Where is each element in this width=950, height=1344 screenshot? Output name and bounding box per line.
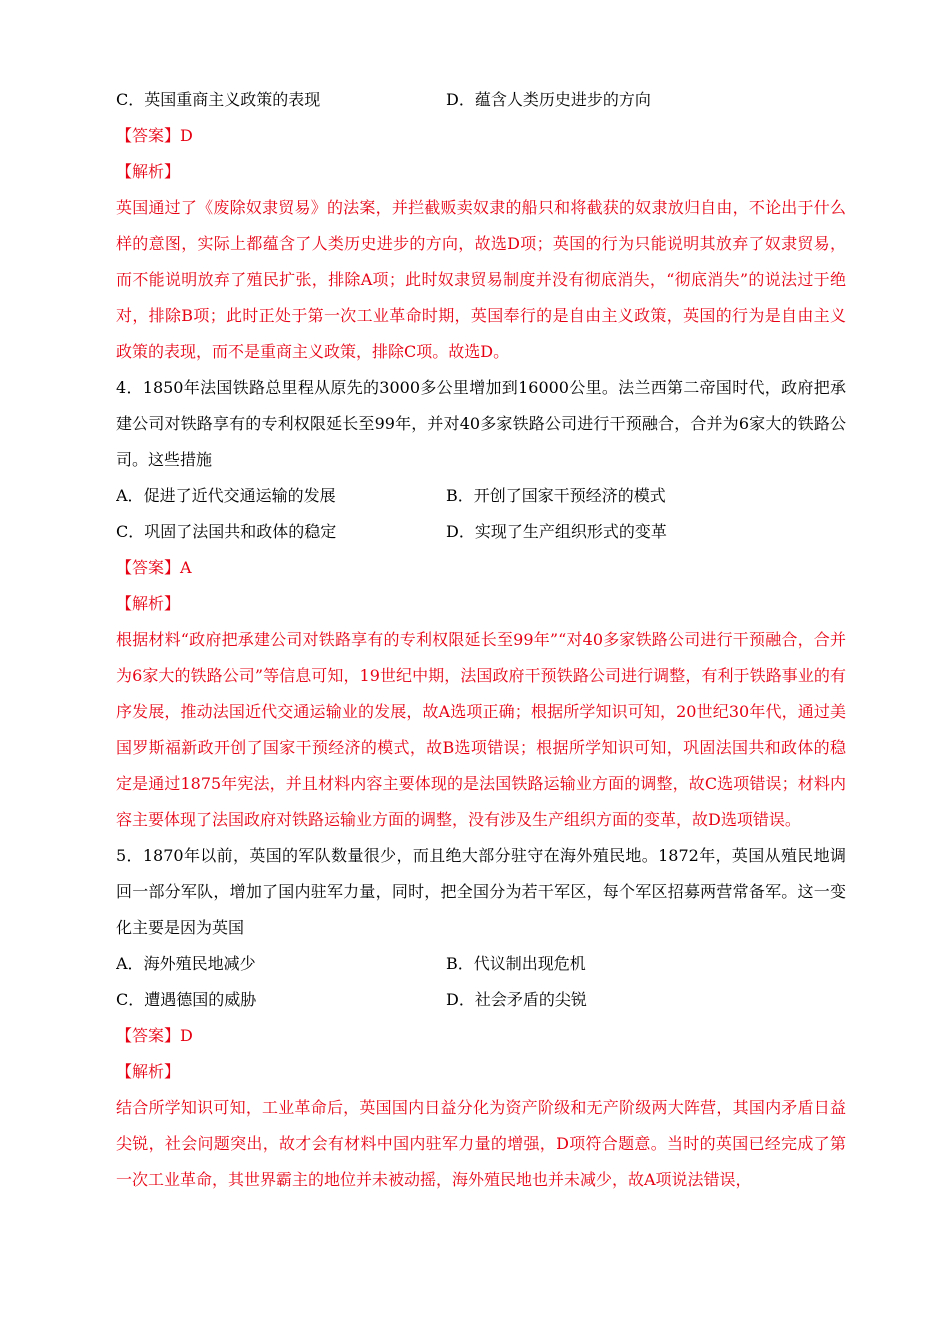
q3-analysis-text: 英国通过了《废除奴隶贸易》的法案，并拦截贩卖奴隶的船只和将截获的奴隶放归自由，不论出于什么样的意图，实际上都蕴含了人类历史进步的方向，故选D项；英国的行为只能说明其放弃了奴隶贸易，而不能说明放弃了殖民扩张，排除A项；此时奴隶贸易制度并没有彻底消失，“彻底消失”的说法过于绝对，排除B项；此时正处于第一次工业革命时期，英国奉行的是自由主义政策，英国的行为是自由主义政策的表现，而不是重商主义政策，排除C项。故选D。 bbox=[116, 198, 846, 361]
document-page bbox=[116, 82, 846, 1198]
q4-options-row-ab bbox=[116, 478, 846, 514]
q4-analysis-text: 根据材料“政府把承建公司对铁路享有的专利权限延长至99年”“对40多家铁路公司进行干预融合，合并为6家大的铁路公司”等信息可知，19世纪中期，法国政府干预铁路公司进行调整，有利于铁路事业的有序发展，推动法国近代交通运输业的发展，故A选项正确；根据所学知识可知，20世纪30年代，通过美国罗斯福新政开创了国家干预经济的模式，故B选项错误；根据所学知识可知，巩固法国共和政体的稳定是通过1875年宪法，并且材料内容主要体现的是法国铁路运输业方面的调整，故C选项错误；材料内容主要体现了法国政府对铁路运输业方面的调整，没有涉及生产组织方面的变革，故D选项错误。 bbox=[116, 630, 846, 829]
q3-options-row-cd bbox=[116, 82, 846, 118]
q3-option-d: D．蕴含人类历史进步的方向 bbox=[446, 90, 651, 109]
q5-option-a: A．海外殖民地减少 bbox=[116, 954, 256, 973]
q4-answer: 【答案】A bbox=[116, 558, 192, 577]
q5-option-b: B．代议制出现危机 bbox=[446, 954, 586, 973]
q3-option-c: C．英国重商主义政策的表现 bbox=[116, 90, 321, 109]
q4-analysis-label: 【解析】 bbox=[116, 594, 181, 613]
q4-option-a: A．促进了近代交通运输的发展 bbox=[116, 486, 336, 505]
q5-option-d: D．社会矛盾的尖锐 bbox=[446, 990, 587, 1009]
q5-analysis-text: 结合所学知识可知，工业革命后，英国国内日益分化为资产阶级和无产阶级两大阵营，其国内矛盾日益尖锐，社会问题突出，故才会有材料中国内驻军力量的增强，D项符合题意。当时的英国已经完成了第一次工业革命，其世界霸主的地位并未被动摇，海外殖民地也并未减少，故A项说法错误， bbox=[116, 1098, 846, 1189]
q4-option-c: C．巩固了法国共和政体的稳定 bbox=[116, 522, 337, 541]
q4-option-d: D．实现了生产组织形式的变革 bbox=[446, 522, 667, 541]
q4-stem: 4．1850年法国铁路总里程从原先的3000多公里增加到16000公里。法兰西第二帝国时代，政府把承建公司对铁路享有的专利权限延长至99年，并对40多家铁路公司进行干预融合，合并为6家大的铁路公司。这些措施 bbox=[116, 378, 846, 469]
q5-option-c: C．遭遇德国的威胁 bbox=[116, 990, 257, 1009]
q4-options-row-cd bbox=[116, 514, 846, 550]
q3-analysis-label: 【解析】 bbox=[116, 162, 181, 181]
q3-answer: 【答案】D bbox=[116, 126, 193, 145]
q4-option-b: B．开创了国家干预经济的模式 bbox=[446, 486, 666, 505]
q5-options-row-ab bbox=[116, 946, 846, 982]
q5-options-row-cd bbox=[116, 982, 846, 1018]
q5-analysis-label: 【解析】 bbox=[116, 1062, 181, 1081]
q5-stem: 5．1870年以前，英国的军队数量很少，而且绝大部分驻守在海外殖民地。1872年，英国从殖民地调回一部分军队，增加了国内驻军力量，同时，把全国分为若干军区，每个军区招募两营常备军。这一变化主要是因为英国 bbox=[116, 846, 846, 937]
q5-answer: 【答案】D bbox=[116, 1026, 193, 1045]
